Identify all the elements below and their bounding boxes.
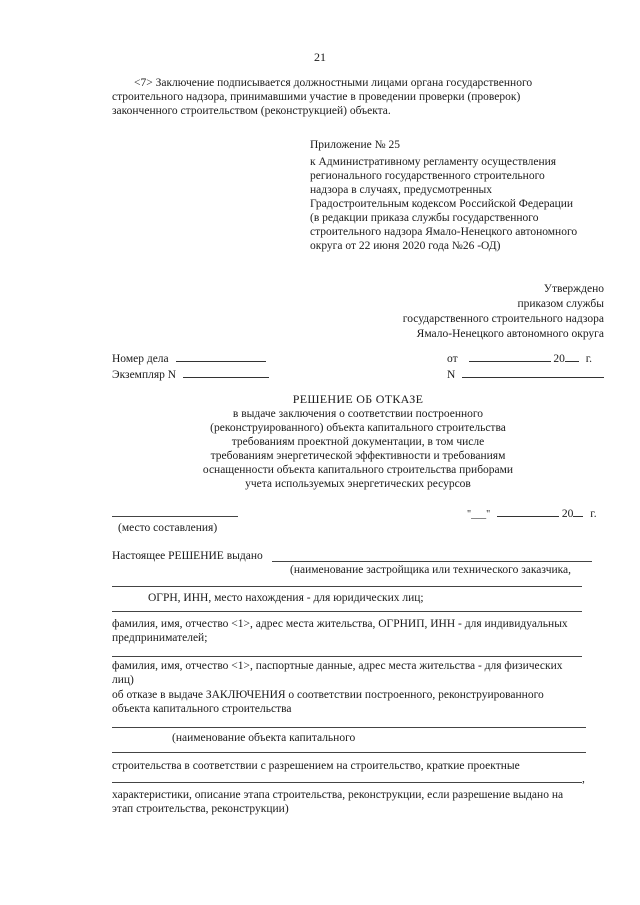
- subtitle-line: в выдаче заключения о соответствии построенного: [232, 408, 484, 420]
- footnote-line: строительного надзора, принимавшими участие в проведении проверки (проверок): [112, 91, 521, 103]
- object-field-3[interactable]: [112, 782, 582, 783]
- year-suffix: г.: [585, 353, 593, 365]
- issued-label: Настоящее РЕШЕНИЕ выдано: [112, 550, 263, 562]
- quote-marks: "___": [467, 509, 491, 520]
- approval-block: [403, 282, 604, 342]
- annex-line: (в редакции приказа службы государственного: [310, 212, 539, 224]
- number-row: [447, 366, 604, 382]
- subtitle-line: (реконструированного) объекта капитального строительства: [210, 422, 506, 434]
- footnote-line: <7> Заключение подписывается должностными лицами органа государственного: [134, 77, 533, 89]
- field-comma: ,: [582, 773, 585, 785]
- annex-line: регионального государственного строительного: [310, 170, 545, 182]
- annex-block: [310, 138, 610, 253]
- approval-line: государственного строительного надзора: [402, 313, 604, 325]
- date-field[interactable]: [469, 350, 551, 362]
- date-from-label: от: [447, 353, 458, 365]
- case-number-row: [112, 350, 266, 366]
- hint-line: лиц): [112, 674, 134, 686]
- copy-label: Экземпляр N: [112, 369, 177, 381]
- legal-hint: ОГРН, ИНН, место нахождения - для юридических лиц;: [148, 592, 424, 604]
- hint-line: фамилия, имя, отчество <1>, адрес места жительства, ОГРНИП, ИНН - для индивидуальных: [112, 618, 568, 630]
- place-field[interactable]: [112, 516, 238, 517]
- hint-line: этап строительства, реконструкции): [112, 803, 289, 815]
- permit-hint: строительства в соответствии с разрешением на строительство, краткие проектные: [112, 760, 520, 772]
- individual-hint: [112, 659, 604, 687]
- developer-hint: (наименование застройщика или технического заказчика,: [290, 564, 572, 576]
- annex-line: Приложение № 25: [310, 139, 400, 151]
- copy-number-field[interactable]: [183, 366, 269, 378]
- subtitle-line: требованиям энергетической эффективности и требованиям: [210, 450, 506, 462]
- document-subtitle: [112, 407, 604, 491]
- page-number: 21: [314, 50, 326, 64]
- subtitle-line: учета используемых энергетических ресурсов: [245, 478, 471, 490]
- footnote-line: законченного строительством (реконструкцией) объекта.: [112, 105, 391, 117]
- number-field[interactable]: [462, 366, 604, 378]
- number-label: N: [447, 369, 456, 381]
- case-number-field[interactable]: [176, 350, 266, 362]
- subtitle-line: оснащенности объекта капитального строительства приборами: [202, 464, 514, 476]
- compile-year-field[interactable]: [573, 505, 583, 517]
- object-hint: (наименование объекта капитального: [172, 732, 356, 744]
- document-title: РЕШЕНИЕ ОБ ОТКАЗЕ: [292, 392, 424, 406]
- year-field[interactable]: [565, 350, 579, 362]
- date-row: [447, 350, 592, 366]
- annex-line: строительного надзора Ямало-Ненецкого автономного: [310, 226, 578, 238]
- year-prefix: 20: [553, 353, 565, 365]
- footnote-7: [112, 76, 604, 118]
- approval-line: приказом службы: [517, 298, 604, 310]
- annex-line: округа от 22 июня 2020 года №26 -ОД): [310, 240, 501, 252]
- approval-line: Ямало-Ненецкого автономного округа: [416, 328, 604, 340]
- compile-year-suffix: г.: [590, 508, 597, 520]
- recipient-field-3[interactable]: [112, 611, 582, 612]
- hint-line: предпринимателей;: [112, 632, 208, 644]
- copy-row: [112, 366, 269, 382]
- annex-line: к Административному регламенту осуществления: [310, 156, 557, 168]
- recipient-field[interactable]: [272, 561, 592, 562]
- annex-line: надзора в случаях, предусмотренных: [310, 184, 493, 196]
- recipient-field-4[interactable]: [112, 656, 582, 657]
- characteristics-hint: [112, 788, 604, 816]
- refusal-line: об отказе в выдаче ЗАКЛЮЧЕНИЯ о соответствии построенного, реконструированного: [112, 689, 544, 701]
- refusal-line: объекта капитального строительства: [112, 703, 292, 715]
- entrepreneur-hint: [112, 617, 604, 645]
- hint-line: фамилия, имя, отчество <1>, паспортные данные, адрес места жительства - для физических: [112, 660, 563, 672]
- subtitle-line: требованиям проектной документации, в том числе: [231, 436, 485, 448]
- refusal-text: [112, 688, 604, 716]
- annex-line: Градостроительным кодексом Российской Федерации: [310, 198, 574, 210]
- object-field[interactable]: [112, 727, 586, 728]
- hint-line: характеристики, описание этапа строительства, реконструкции, если разрешение выдано на: [112, 789, 564, 801]
- compile-date-field[interactable]: [497, 505, 559, 517]
- compile-date-row: [467, 505, 597, 522]
- recipient-field-2[interactable]: [112, 586, 582, 587]
- approval-line: Утверждено: [543, 283, 604, 295]
- place-label: (место составления): [118, 522, 218, 534]
- object-field-2[interactable]: [112, 752, 586, 753]
- compile-year-prefix: 20: [561, 508, 574, 520]
- case-number-label: Номер дела: [112, 353, 169, 365]
